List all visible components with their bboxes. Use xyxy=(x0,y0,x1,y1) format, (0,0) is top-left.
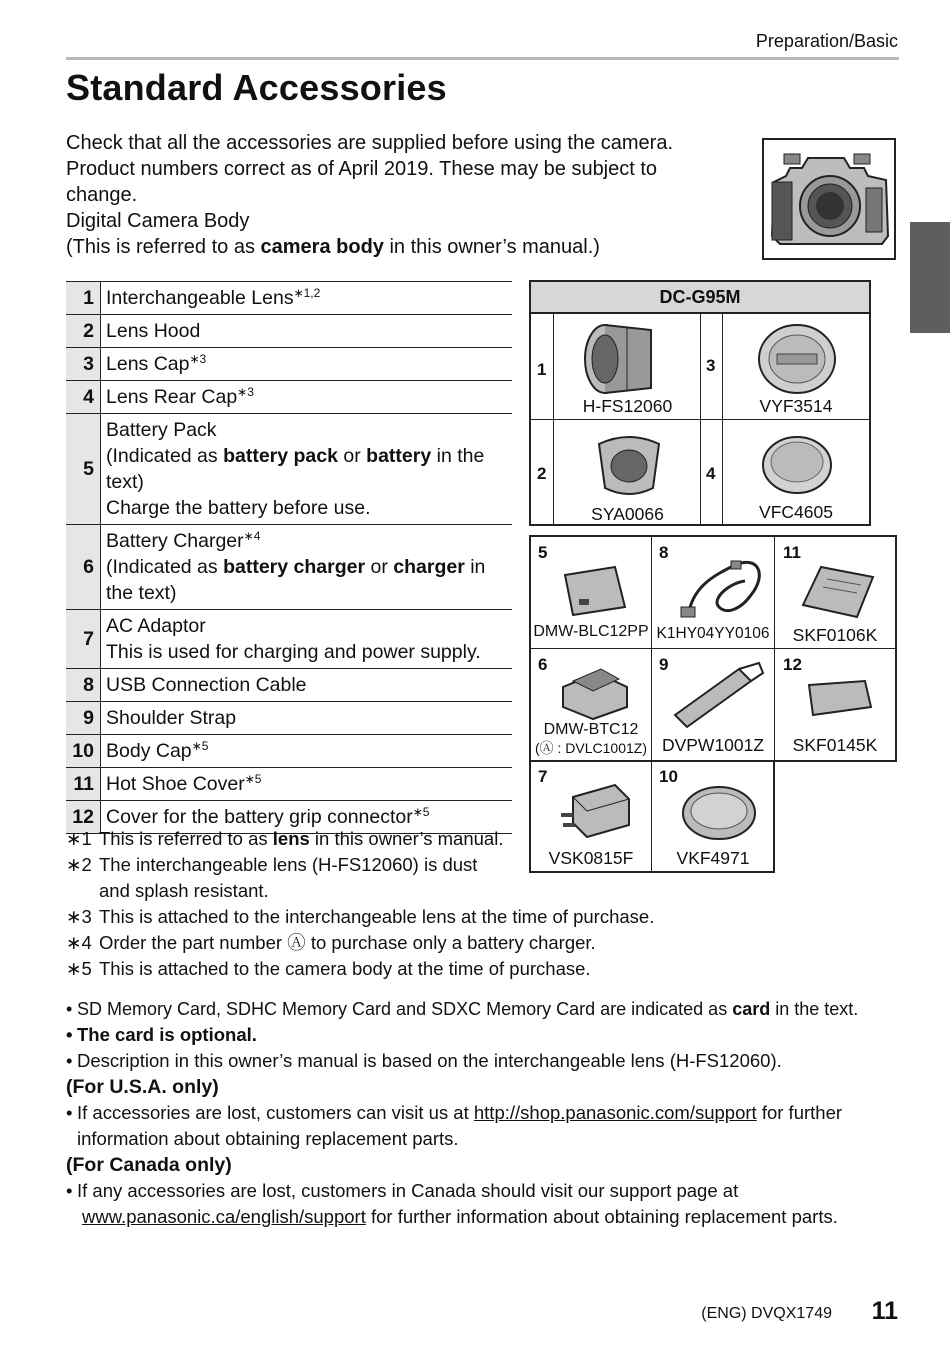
usb-cable-icon xyxy=(675,555,771,625)
bullet-icon: • xyxy=(66,1102,73,1123)
part-code-alt: (Ⓐ : DVLC1001Z) xyxy=(534,740,648,756)
text xyxy=(77,996,858,1022)
part-code: SKF0145K xyxy=(792,735,878,755)
text: or xyxy=(365,556,394,578)
footnote xyxy=(66,878,696,904)
cell-number: 9 xyxy=(659,655,669,674)
grid-line xyxy=(651,535,652,873)
text: in this owner’s manual.) xyxy=(383,236,600,258)
spacer xyxy=(66,878,99,904)
part-code: SYA0066 xyxy=(591,504,664,524)
lens-icon xyxy=(581,320,671,398)
table-row xyxy=(66,348,512,381)
list-item xyxy=(66,1100,900,1126)
footnote-mark: ∗4 xyxy=(66,932,92,953)
item-name xyxy=(101,525,513,610)
cell-number: 3 xyxy=(706,356,716,375)
text: USB Connection Cable xyxy=(106,674,307,696)
part-code: VFC4605 xyxy=(759,502,833,522)
text: Cover for the battery grip connector xyxy=(106,806,413,828)
section-heading: (For Canada only) xyxy=(66,1154,232,1176)
footnote-text: and splash resistant. xyxy=(99,880,269,901)
part-code: VKF4971 xyxy=(676,848,750,868)
text: Battery Pack xyxy=(106,419,217,441)
table-row xyxy=(66,735,512,768)
model-header: DC-G95M xyxy=(531,282,869,314)
item-number: 2 xyxy=(66,315,101,348)
cell-number: 12 xyxy=(783,655,802,674)
part-code: VSK0815F xyxy=(548,848,634,868)
text: in the xyxy=(431,445,485,467)
cell-number: 4 xyxy=(706,464,716,483)
item-number: 8 xyxy=(66,669,101,702)
support-link[interactable]: www.panasonic.ca/english/support xyxy=(82,1206,366,1227)
footnote-text: This is attached to the camera body at the time of purchase. xyxy=(99,958,591,979)
text: (This is referred to as xyxy=(66,236,261,258)
text: AC Adaptor xyxy=(106,615,206,637)
footnote-text xyxy=(99,826,503,852)
footnote xyxy=(66,904,896,930)
list-item-continued xyxy=(66,1204,900,1230)
grid-line xyxy=(529,648,897,649)
table-row xyxy=(66,669,512,702)
notes-list xyxy=(66,996,900,1230)
text: Battery Charger xyxy=(106,530,244,552)
text: for further xyxy=(756,1102,843,1123)
item-name xyxy=(101,610,513,669)
footnote-ref: ∗3 xyxy=(237,385,254,399)
page-number: 11 xyxy=(871,1297,898,1325)
lens-kit-grid xyxy=(529,280,871,526)
text: the text) xyxy=(106,582,177,604)
item-number: 1 xyxy=(66,282,101,315)
header-divider xyxy=(66,57,899,60)
part-code: DMW-BTC12 xyxy=(543,721,639,738)
text: Order the part number xyxy=(99,932,288,953)
list-item xyxy=(66,1022,900,1048)
table-row xyxy=(66,414,512,525)
text xyxy=(77,1100,842,1126)
footnote-mark: ∗3 xyxy=(66,906,92,927)
accessories-table xyxy=(66,281,512,834)
footnote-ref: ∗5 xyxy=(244,772,262,786)
part-code: DVPW1001Z xyxy=(661,735,765,755)
item-number: 11 xyxy=(66,768,101,801)
document-code: (ENG) DVQX1749 xyxy=(701,1305,832,1322)
part-code: SKF0106K xyxy=(792,625,878,645)
footnote-ref: ∗3 xyxy=(189,352,207,366)
item-number: 7 xyxy=(66,610,101,669)
camera-icon xyxy=(764,140,894,258)
footnote xyxy=(66,852,696,878)
table-row xyxy=(66,282,512,315)
item-name xyxy=(101,735,513,768)
text: Lens Rear Cap xyxy=(106,386,238,408)
item-name xyxy=(101,702,513,735)
footnote-ref: ∗5 xyxy=(191,739,209,753)
list-item xyxy=(66,996,900,1022)
cell-number: 10 xyxy=(659,767,678,786)
bullet-icon: • xyxy=(66,1180,73,1201)
intro-line xyxy=(66,234,746,260)
battery-icon xyxy=(559,561,629,619)
item-number: 5 xyxy=(66,414,101,525)
text: in this owner’s manual. xyxy=(309,828,504,849)
text: Interchangeable Lens xyxy=(106,287,294,309)
text: or xyxy=(337,445,367,467)
part-code: H-FS12060 xyxy=(582,396,673,416)
bullet-icon: • xyxy=(66,1050,73,1071)
bullet-icon: • xyxy=(66,1024,73,1045)
text: to purchase only a battery charger. xyxy=(305,932,596,953)
cell-number: 6 xyxy=(538,655,548,674)
item-number: 4 xyxy=(66,381,101,414)
part-code: VYF3514 xyxy=(759,396,833,416)
intro-line: Check that all the accessories are supplied before using the camera. xyxy=(66,132,674,154)
intro-line: Product numbers correct as of April 2019. These may be subject to xyxy=(66,158,658,180)
bold-term: battery charger xyxy=(223,556,366,578)
item-number: 10 xyxy=(66,735,101,768)
text: Body Cap xyxy=(106,740,192,762)
cell-number: 11 xyxy=(783,543,801,562)
text: in the text. xyxy=(770,999,859,1019)
intro-line: change. xyxy=(66,184,138,206)
item-name xyxy=(101,282,513,315)
footnote xyxy=(66,930,896,956)
item-number: 12 xyxy=(66,801,101,834)
bold-term: battery pack xyxy=(223,445,338,467)
intro-text xyxy=(66,130,746,260)
footnote xyxy=(66,826,696,852)
battery-charger-icon xyxy=(557,663,631,723)
text xyxy=(106,554,507,580)
spacer xyxy=(66,1126,77,1152)
footnote-mark: ∗5 xyxy=(66,958,92,979)
rear-cap-icon xyxy=(759,432,835,498)
item-number: 6 xyxy=(66,525,101,610)
bold-term: lens xyxy=(272,828,310,849)
text: text) xyxy=(106,471,144,493)
bold-term: card xyxy=(732,999,771,1019)
footnote xyxy=(66,956,896,982)
footnote-ref: ∗4 xyxy=(243,529,261,543)
table-row xyxy=(66,702,512,735)
item-name xyxy=(101,315,513,348)
table-row xyxy=(66,315,512,348)
text: Description in this owner’s manual is based on the interchangeable lens (H-FS12060). xyxy=(77,1050,782,1071)
text xyxy=(106,528,507,554)
circle-a-icon: Ⓐ xyxy=(287,932,306,953)
item-name xyxy=(101,768,513,801)
footnote-ref: ∗1,2 xyxy=(293,286,321,300)
part-code: DMW-BLC12PP xyxy=(533,623,649,640)
footnote-ref: ∗5 xyxy=(412,805,430,819)
table-row xyxy=(66,381,512,414)
shoulder-strap-icon xyxy=(669,659,769,731)
text: Lens Hood xyxy=(106,320,201,342)
intro-line: Digital Camera Body xyxy=(66,210,250,232)
lens-cap-icon xyxy=(755,320,839,398)
lens-hood-icon xyxy=(589,430,669,502)
bullet-icon: • xyxy=(66,999,73,1019)
table-row xyxy=(66,525,512,610)
text: for further information about obtaining replacement parts. xyxy=(365,1206,838,1227)
footnote-mark: ∗1 xyxy=(66,828,92,849)
accessories-grid xyxy=(529,535,897,873)
item-name xyxy=(101,414,513,525)
page-title: Standard Accessories xyxy=(66,67,447,108)
part-code: K1HY04YY0106 xyxy=(656,625,770,642)
text: Shoulder Strap xyxy=(106,707,237,729)
text: in xyxy=(464,556,486,578)
footnote-text: The interchangeable lens (H-FS12060) is dust xyxy=(99,854,478,875)
section-title: Preparation/Basic xyxy=(755,31,898,51)
spacer xyxy=(66,1204,82,1230)
text: If any accessories are lost, customers in Canada should visit our support page at xyxy=(77,1180,739,1201)
text: If accessories are lost, customers can visit us at xyxy=(77,1102,474,1123)
grip-connector-cover-icon xyxy=(801,677,877,719)
list-item xyxy=(66,1048,900,1074)
bold-term: battery xyxy=(366,445,432,467)
footnote-mark: ∗2 xyxy=(66,854,92,875)
cell-number: 5 xyxy=(538,543,548,562)
text: This is used for charging and power supply. xyxy=(106,641,481,663)
bold-term: camera body xyxy=(260,236,384,258)
table-row xyxy=(66,768,512,801)
item-name xyxy=(101,381,513,414)
table-row xyxy=(66,610,512,669)
footnotes xyxy=(66,826,696,904)
section-heading: (For U.S.A. only) xyxy=(66,1076,219,1098)
camera-body-image xyxy=(762,138,896,260)
bold-term: charger xyxy=(393,556,465,578)
footnotes-continued xyxy=(66,904,896,982)
item-number: 9 xyxy=(66,702,101,735)
item-name xyxy=(101,669,513,702)
text: (Indicated as xyxy=(106,445,224,467)
list-item xyxy=(66,1178,900,1204)
text: This is referred to as xyxy=(99,828,273,849)
text: Lens Cap xyxy=(106,353,190,375)
footnote-text xyxy=(99,930,596,956)
grid-line xyxy=(531,419,869,420)
item-name xyxy=(101,348,513,381)
support-link[interactable]: http://shop.panasonic.com/support xyxy=(473,1102,757,1123)
cell-number: 7 xyxy=(538,767,548,786)
footnote-text: This is attached to the interchangeable lens at the time of purchase. xyxy=(99,906,655,927)
text: Charge the battery before use. xyxy=(106,497,371,519)
list-item-continued xyxy=(66,1126,900,1152)
text: SD Memory Card, SDHC Memory Card and SDXC Memory Card are indicated as xyxy=(77,999,733,1019)
text: (Indicated as xyxy=(106,556,224,578)
cell-number: 8 xyxy=(659,543,669,562)
text: information about obtaining replacement parts. xyxy=(77,1128,459,1149)
text: Hot Shoe Cover xyxy=(106,773,245,795)
chapter-tab xyxy=(910,222,950,333)
hot-shoe-cover-icon xyxy=(797,561,881,623)
cell-number: 2 xyxy=(537,464,547,483)
text xyxy=(82,1204,838,1230)
cell-number: 1 xyxy=(537,360,547,379)
text xyxy=(106,443,507,469)
item-number: 3 xyxy=(66,348,101,381)
text: The card is optional. xyxy=(77,1024,257,1045)
